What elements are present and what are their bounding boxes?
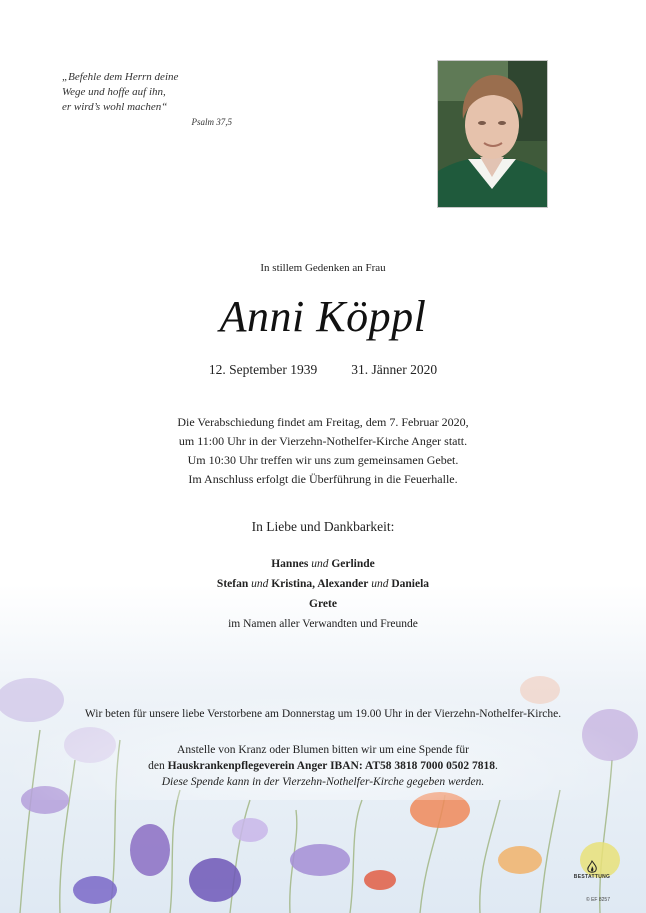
logo-text: BESTATTUNG <box>573 874 611 880</box>
gratitude-heading: In Liebe und Dankbarkeit: <box>251 519 395 534</box>
death-date: 31. Jänner 2020 <box>351 362 438 377</box>
ceremony-line-4: Im Anschluss erfolgt die Überführung in die Feuerhalle. <box>188 472 458 486</box>
family-member: Kristina, Alexander <box>271 578 369 590</box>
family-line-4: im Namen aller Verwandten und Freunde <box>228 618 418 630</box>
conjunction: und <box>371 578 389 590</box>
donation-prefix: den <box>148 760 165 772</box>
ceremony-line-2: um 11:00 Uhr in der Vierzehn-Nothelfer-Kirche Anger statt. <box>178 434 468 448</box>
birth-date: 12. September 1939 <box>208 362 318 377</box>
quote-line-3: er wird’s wohl machen“ <box>62 101 168 113</box>
bible-quote <box>62 70 232 128</box>
family-line-3 <box>0 594 646 614</box>
life-dates <box>0 362 646 378</box>
family-list <box>0 554 646 634</box>
ceremony-line-1: Die Verabschiedung findet am Freitag, dem 7. Februar 2020, <box>177 415 469 429</box>
quote-line-2: Wege und hoffe auf ihn, <box>62 86 166 98</box>
conjunction: und <box>251 578 269 590</box>
form-code: © EF 8257 <box>586 897 610 903</box>
flame-icon <box>586 860 598 874</box>
donation-account: Hauskrankenpflegeverein Anger IBAN: AT58 3818 7000 0502 7818 <box>167 760 496 772</box>
family-line-2 <box>0 574 646 594</box>
deceased-name: Anni Köppl <box>219 292 427 341</box>
funeral-home-logo <box>567 860 617 880</box>
memory-line: In stillem Gedenken an Frau <box>260 262 386 274</box>
family-member: Grete <box>309 598 337 610</box>
donation-note: Diese Spende kann in der Vierzehn-Nothelfer-Kirche gegeben werden. <box>161 776 485 788</box>
family-member: Daniela <box>391 578 430 590</box>
prayer-notice: Wir beten für unsere liebe Verstorbene am Donnerstag um 19.00 Uhr in der Vierzehn-Nothelfer-Kirche. <box>84 708 562 720</box>
family-member: Hannes <box>271 558 309 570</box>
donation-notice <box>0 742 646 790</box>
ceremony-line-3: Um 10:30 Uhr treffen wir uns zum gemeinsamen Gebet. <box>187 453 459 467</box>
family-member: Gerlinde <box>331 558 375 570</box>
family-line-1 <box>0 554 646 574</box>
donation-line-2 <box>0 758 646 774</box>
quote-line-1: „Befehle dem Herrn deine <box>62 71 179 83</box>
ceremony-details <box>0 413 646 489</box>
quote-source: Psalm 37,5 <box>191 117 232 127</box>
conjunction: und <box>311 558 329 570</box>
family-member: Stefan <box>216 578 249 590</box>
portrait-photo <box>437 60 548 208</box>
donation-line-1: Anstelle von Kranz oder Blumen bitten wir um eine Spende für <box>177 744 469 756</box>
donation-suffix: . <box>495 760 498 772</box>
